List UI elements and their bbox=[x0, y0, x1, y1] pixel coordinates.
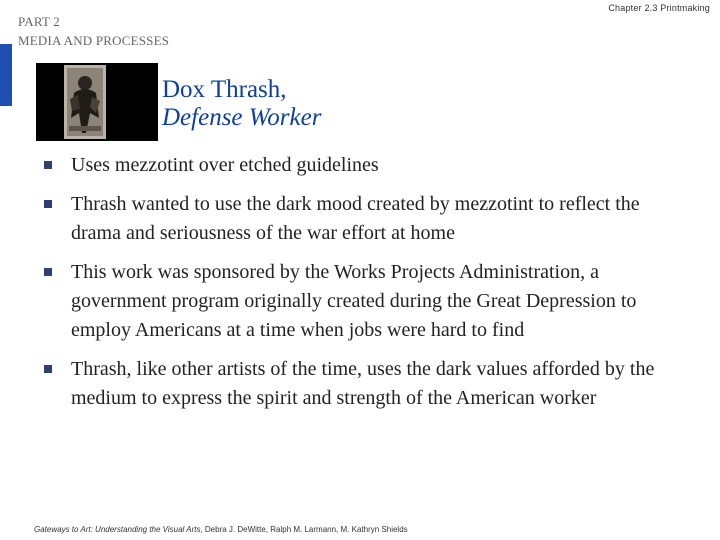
chapter-label: Chapter 2.3 Printmaking bbox=[608, 3, 710, 13]
footer-authors: , Debra J. DeWitte, Ralph M. Larmann, M. Kathryn Shields bbox=[200, 525, 408, 534]
part-number: PART 2 bbox=[18, 14, 60, 29]
artwork-thumbnail bbox=[36, 63, 158, 141]
footer-citation bbox=[34, 525, 408, 534]
title-artwork: Defense Worker bbox=[162, 104, 322, 131]
bullet-item: Thrash wanted to use the dark mood created by mezzotint to reflect the drama and seriousness of the war effort at home bbox=[40, 190, 680, 248]
part-header bbox=[18, 12, 169, 50]
slide-title bbox=[162, 76, 321, 132]
footer-book-title: Gateways to Art: Understanding the Visual Arts bbox=[34, 525, 201, 534]
part-title: MEDIA AND PROCESSES bbox=[18, 33, 170, 48]
bullet-item: Thrash, like other artists of the time, uses the dark values afforded by the medium to express the spirit and strength of the American worker bbox=[40, 355, 680, 413]
artwork-thumbnail-icon bbox=[36, 63, 158, 141]
bullet-item: This work was sponsored by the Works Projects Administration, a government program originally created during the Great Depression to employ Americans at a time when jobs were hard to find bbox=[40, 258, 680, 345]
left-accent-bar bbox=[0, 44, 12, 106]
bullet-item: Uses mezzotint over etched guidelines bbox=[40, 151, 680, 180]
title-artist: Dox Thrash, bbox=[162, 76, 287, 103]
bullet-list bbox=[40, 151, 680, 423]
